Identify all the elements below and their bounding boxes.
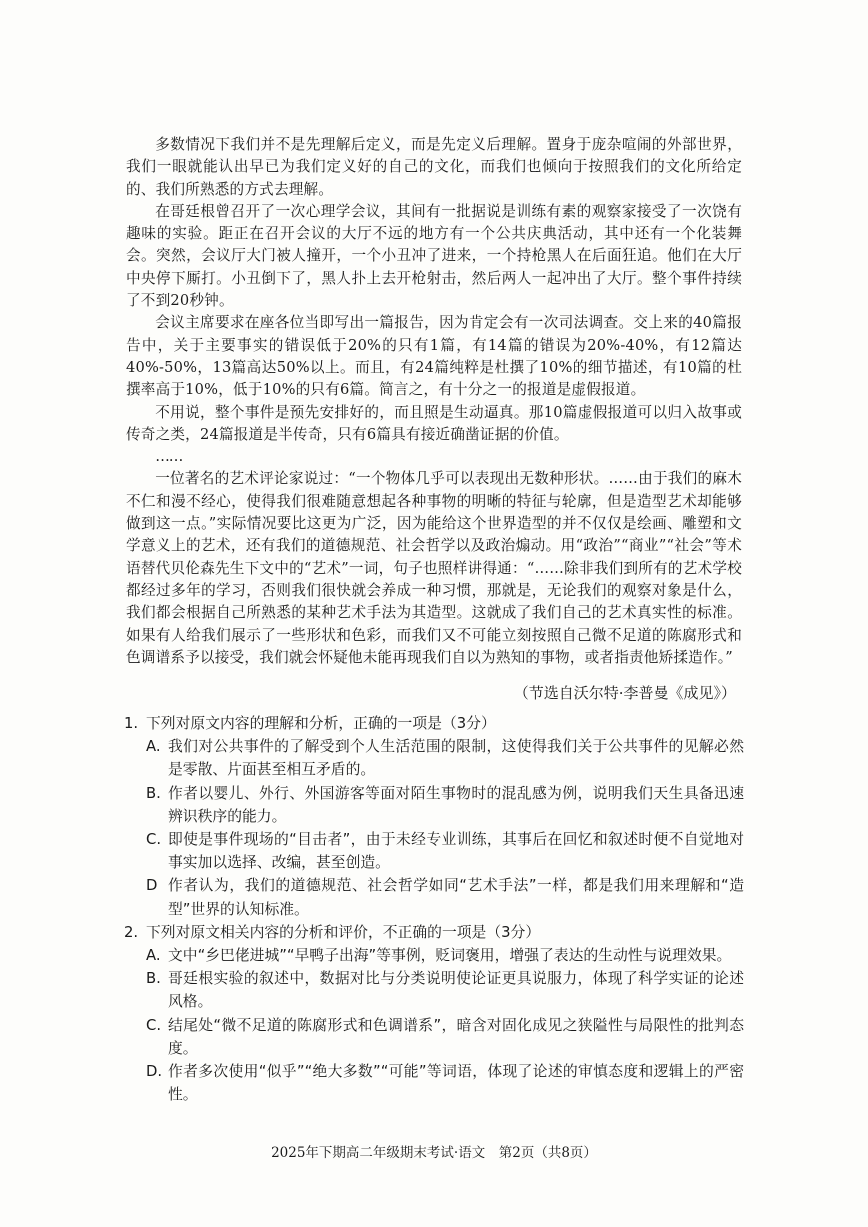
option-d — [124, 874, 744, 920]
option-letter: D. — [146, 1063, 163, 1081]
question-text: 下列对原文相关内容的分析和评价，不正确的一项是（3分） — [146, 923, 541, 941]
question-number: 2. — [124, 923, 139, 941]
passage-paragraph: 在哥廷根曾召开了一次心理学会议，其间有一批据说是训练有素的观察家接受了一次饶有趣味的实验。距正在召开会议的大厅不远的地方有一个公共庆典活动，其中还有一个化装舞会。突然，会议厅大门被人撞开，一个小丑冲了进来，一个持枪黑人在后面狂追。他们在大厅中央停下厮打。小丑倒下了，黑人扑上去开枪射击，然后两人一起冲出了大厅。整个事件持续了不到20秒钟。 — [126, 202, 742, 310]
option-a — [124, 735, 744, 781]
option-a — [124, 944, 744, 967]
question-stem — [124, 712, 744, 735]
passage-ellipsis: …… — [155, 448, 183, 466]
option-b — [124, 782, 744, 828]
passage-paragraph: 多数情况下我们并不是先理解后定义，而是先定义后理解。置身于庞杂喧闹的外部世界，我们一眼就能认出早已为我们定义好的自己的文化，而我们也倾向于按照我们的文化所给定的、我们所熟悉的方式去理解。 — [126, 136, 742, 198]
option-text: 文中“乡巴佬进城”“早鸭子出海”等事例，贬词褒用，增强了表达的生动性与说理效果。 — [168, 947, 732, 965]
question-2 — [124, 921, 744, 1107]
option-d — [124, 1060, 744, 1106]
option-letter: C. — [146, 831, 162, 849]
option-letter: A. — [146, 947, 161, 965]
option-text: 作者认为，我们的道德规范、社会哲学如同“艺术手法”一样，都是我们用来理解和“造型”世界的认知标准。 — [168, 877, 744, 918]
option-c — [124, 1014, 744, 1060]
passage-paragraph: 不用说，整个事件是预先安排好的，而且照是生动逼真。那10篇虚假报道可以归入故事或传奇之类，24篇报道是半传奇，只有6篇具有接近确凿证据的价值。 — [126, 403, 742, 443]
option-b — [124, 967, 744, 1013]
option-letter: A. — [146, 738, 161, 756]
option-letter: B. — [146, 784, 161, 802]
option-text: 我们对公共事件的了解受到个人生活范围的限制，这使得我们关于公共事件的见解必然是零散、片面甚至相互矛盾的。 — [168, 738, 744, 779]
passage-paragraph: 会议主席要求在座各位当即写出一篇报告，因为肯定会有一次司法调查。交上来的40篇报告中，关于主要事实的错误低于20%的只有1篇，有14篇的错误为20%-40%，有12篇达40%-50%，13篇高达50%以上。而且，有24篇纯粹是杜撰了10%的细节描述，有10篇的杜撰率高于10%，低于10%的只有6篇。简言之，有十分之一的报道是虚假报道。 — [126, 314, 742, 399]
option-text: 作者以婴儿、外行、外国游客等面对陌生事物时的混乱感为例，说明我们天生具备迅速辨识秩序的能力。 — [168, 784, 744, 825]
option-letter: C. — [146, 1016, 162, 1034]
passage-source: （节选自沃尔特·李普曼《成见》） — [513, 684, 736, 702]
option-text: 作者多次使用“似乎”“绝大多数”“可能”等词语，体现了论述的审慎态度和逻辑上的严密性。 — [168, 1063, 744, 1104]
option-text: 即使是事件现场的“目击者”，由于未经专业训练，其事后在回忆和叙述时便不自觉地对事实加以选择、改编，甚至创造。 — [168, 831, 744, 872]
question-stem — [124, 921, 744, 944]
question-number: 1. — [124, 715, 139, 732]
question-1 — [124, 712, 744, 921]
question-list — [124, 712, 744, 1106]
option-c — [124, 828, 744, 874]
option-text: 结尾处“微不足道的陈腐形式和色调谱系”，暗含对固化成见之狭隘性与局限性的批判态度。 — [168, 1016, 744, 1057]
option-letter: D — [146, 877, 158, 895]
option-text: 哥廷根实验的叙述中，数据对比与分类说明使论证更具说服力，体现了科学实证的论述风格。 — [168, 970, 744, 1011]
option-letter: B. — [146, 970, 161, 988]
reading-passage — [126, 134, 742, 669]
passage-paragraph: 一位著名的艺术评论家说过：“一个物体几乎可以表现出无数种形状。……由于我们的麻木不仁和漫不经心，使得我们很难随意想起各种事物的明晰的特征与轮廓，但是造型艺术却能够做到这一点。”实际情况要比这更为广泛，因为能给这个世界造型的并不仅仅是绘画、雕塑和文学意义上的艺术，还有我们的道德规范、社会哲学以及政治煽动。用“政治”“商业”“社会”等术语替代贝伦森先生下文中的“艺术”一词，句子也照样讲得通：“……除非我们到所有的艺术学校都经过多年的学习，否则我们很快就会养成一种习惯，那就是，无论我们的观察对象是什么，我们都会根据自己所熟悉的某种艺术手法为其造型。这就成了我们自己的艺术真实性的标准。如果有人给我们展示了一些形状和色彩，而我们又不可能立刻按照自己微不足道的陈腐形式和色调谱系予以接受，我们就会怀疑他未能再现我们自以为熟知的事物，或者指责他矫揉造作。” — [126, 470, 742, 666]
question-text: 下列对原文内容的理解和分析，正确的一项是（3分） — [146, 715, 496, 732]
page-footer: 2025年下期高二年级期末考试·语文 第2页（共8页） — [271, 1145, 597, 1161]
